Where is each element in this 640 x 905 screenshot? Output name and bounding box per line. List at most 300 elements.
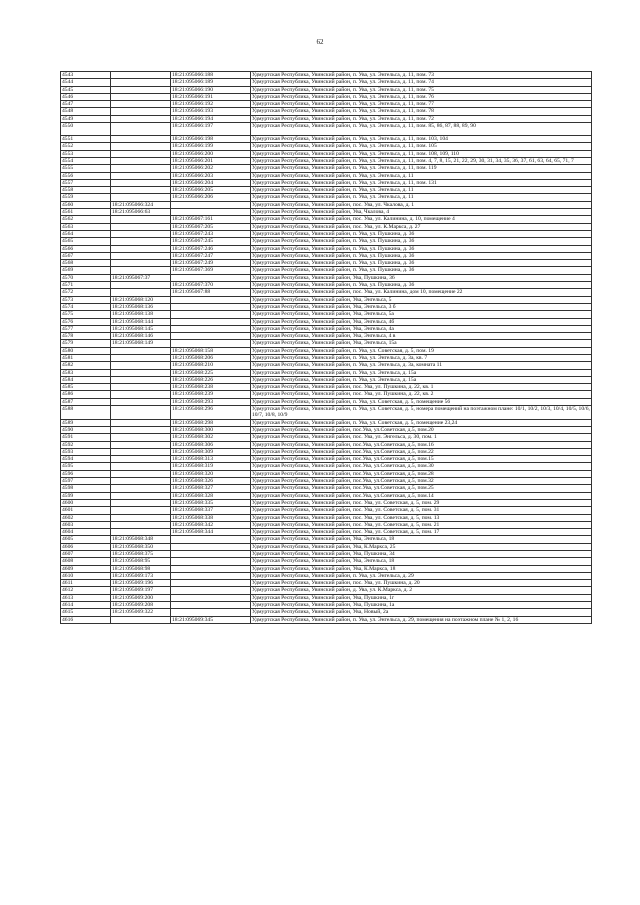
premises-cadastral-number-cell: 18:21:095066:204 [171,179,251,186]
premises-cadastral-number-cell: 18:21:095066:203 [171,172,251,179]
row-number-cell: 4567 [61,252,111,259]
parcel-cadastral-number-cell: 18:21:095069:322 [111,609,171,616]
parcel-cadastral-number-cell [111,179,171,186]
parcel-cadastral-number-cell [111,86,171,93]
table-row [61,441,592,448]
table-row [61,354,592,361]
table-row [61,223,592,230]
premises-cadastral-number-cell: 18:21:095068:320 [171,470,251,477]
parcel-cadastral-number-cell [111,238,171,245]
parcel-cadastral-number-cell [111,267,171,274]
premises-cadastral-number-cell: 18:21:095068:319 [171,463,251,470]
parcel-cadastral-number-cell [111,406,171,420]
premises-cadastral-number-cell [171,572,251,579]
row-number-cell: 4559 [61,194,111,201]
address-cell: Удмуртская Республика, Увинский район, Ува, Энгельса, 18 [251,558,592,565]
address-cell: Удмуртская Республика, Увинский район, пос.Ува, ул.Советская, д.5, пом.20 [251,426,592,433]
row-number-cell: 4602 [61,514,111,521]
address-cell: Удмуртская Республика, Увинский район, п. Ува, ул. Энгельса, д. 11, пом. 4, 7, 8, 15, 21, 22, 29, 30, 31, 34, 35, 36, 37, 61, 63, 64, 65, 71, 7 [251,157,592,164]
premises-cadastral-number-cell [171,551,251,558]
address-cell: Удмуртская Республика, Увинский район, Ува, Энгельса, 5а [251,311,592,318]
parcel-cadastral-number-cell [111,426,171,433]
row-number-cell: 4591 [61,434,111,441]
table-row [61,165,592,172]
address-cell: Удмуртская Республика, Увинский район, п. Ува, ул. Пушкина, д. 36 [251,260,592,267]
row-number-cell: 4584 [61,376,111,383]
address-cell: Удмуртская Республика, Увинский район, п. Ува, ул. Пушкина, д. 36 [251,282,592,289]
address-cell: Удмуртская Республика, Увинский район, п. Ува, ул. Пушкина, д. 36 [251,245,592,252]
premises-cadastral-number-cell: 18:21:095068:306 [171,441,251,448]
parcel-cadastral-number-cell [111,456,171,463]
parcel-cadastral-number-cell [111,384,171,391]
table-row [61,362,592,369]
parcel-cadastral-number-cell: 18:21:095066:63 [111,209,171,216]
row-number-cell: 4587 [61,398,111,405]
table-row [61,558,592,565]
parcel-cadastral-number-cell: 18:21:095066:324 [111,201,171,208]
row-number-cell: 4572 [61,289,111,296]
row-number-cell: 4615 [61,609,111,616]
parcel-cadastral-number-cell: 18:21:095068:348 [111,536,171,543]
row-number-cell: 4583 [61,369,111,376]
address-cell: Удмуртская Республика, Увинский район, п. Ува, ул. Энгельса, д. 11, пом. 72 [251,115,592,122]
address-cell: Удмуртская Республика, Увинский район, пос. Ува, ул. К.Маркса, д. 27 [251,223,592,230]
row-number-cell: 4606 [61,543,111,550]
address-cell: Удмуртская Республика, Увинский район, п. Ува, ул. Энгельса, д. 15а [251,376,592,383]
table-row [61,470,592,477]
table-row [61,347,592,354]
premises-cadastral-number-cell: 18:21:095068:210 [171,362,251,369]
parcel-cadastral-number-cell [111,123,171,136]
parcel-cadastral-number-cell [111,245,171,252]
address-cell: Удмуртская Республика, Увинский район, Ува, Энгельса, 18 [251,536,592,543]
table-row [61,565,592,572]
row-number-cell: 4545 [61,86,111,93]
table-row [61,369,592,376]
table-row [61,391,592,398]
row-number-cell: 4574 [61,303,111,310]
table-row [61,499,592,506]
row-number-cell: 4593 [61,448,111,455]
address-cell: Удмуртская Республика, Увинский район, п. Ува, ул. Энгельса, д. 15а [251,369,592,376]
address-cell: Удмуртская Республика, Увинский район, Ува, Пушкина, 36 [251,274,592,281]
table-row [61,72,592,79]
table-row [61,492,592,499]
table-row [61,216,592,223]
row-number-cell: 4577 [61,325,111,332]
row-number-cell: 4564 [61,230,111,237]
row-number-cell: 4544 [61,79,111,86]
address-cell: Удмуртская Республика, Увинский район, п. Ува, ул. Энгельса, д. 3а, комната 11 [251,362,592,369]
premises-cadastral-number-cell: 18:21:095066:191 [171,93,251,100]
address-cell: Удмуртская Республика, Увинский район, п. Ува, ул. Энгельса, д. 29, помещения на поэтажном плане № 1, 2, 16 [251,616,592,623]
address-cell: Удмуртская Республика, Увинский район, п. Ува, ул. Энгельса, д. 11, пом. 74 [251,79,592,86]
table-row [61,485,592,492]
address-cell: Удмуртская Республика, Увинский район, Ува, Пушкина, 1г [251,594,592,601]
row-number-cell: 4571 [61,282,111,289]
address-cell: Удмуртская Республика, Увинский район, п. Ува, ул. Советская, д. 5, пом. 19 [251,347,592,354]
parcel-cadastral-number-cell [111,223,171,230]
premises-cadastral-number-cell: 18:21:095067:245 [171,238,251,245]
parcel-cadastral-number-cell [111,398,171,405]
row-number-cell: 4580 [61,347,111,354]
table-row [61,296,592,303]
parcel-cadastral-number-cell: 18:21:095068:138 [111,311,171,318]
premises-cadastral-number-cell [171,333,251,340]
premises-cadastral-number-cell: 18:21:095068:327 [171,485,251,492]
premises-cadastral-number-cell: 18:21:095066:194 [171,115,251,122]
row-number-cell: 4548 [61,108,111,115]
premises-cadastral-number-cell: 18:21:095068:342 [171,521,251,528]
row-number-cell: 4600 [61,499,111,506]
address-cell: Удмуртская Республика, Увинский район, пос. Ува, ул. Калинина, д. 10, помещение 4 [251,216,592,223]
table-row [61,187,592,194]
address-cell: Удмуртская Республика, Увинский район, Ува, Чкалова, 4 [251,209,592,216]
parcel-cadastral-number-cell [111,492,171,499]
row-number-cell: 4601 [61,507,111,514]
address-cell: Удмуртская Республика, Увинский район, Ува, Энгельса, 15а [251,340,592,347]
parcel-cadastral-number-cell: 18:21:095067:37 [111,274,171,281]
address-cell: Удмуртская Республика, Увинский район, пос.Ува, ул.Советская, д.5, пом.32 [251,478,592,485]
premises-cadastral-number-cell [171,609,251,616]
row-number-cell: 4555 [61,165,111,172]
table-row [61,340,592,347]
premises-cadastral-number-cell: 18:21:095067:249 [171,260,251,267]
parcel-cadastral-number-cell [111,485,171,492]
row-number-cell: 4595 [61,463,111,470]
parcel-cadastral-number-cell [111,289,171,296]
row-number-cell: 4549 [61,115,111,122]
table-row [61,384,592,391]
table-row [61,238,592,245]
address-cell: Удмуртская Республика, Увинский район, пос. Ува, ул. Калинина, дом 10, помещение 22 [251,289,592,296]
parcel-cadastral-number-cell: 18:21:095068:375 [111,551,171,558]
premises-cadastral-number-cell: 18:21:095068:309 [171,448,251,455]
premises-cadastral-number-cell [171,602,251,609]
parcel-cadastral-number-cell [111,529,171,536]
premises-cadastral-number-cell: 18:21:095068:300 [171,426,251,433]
parcel-cadastral-number-cell [111,108,171,115]
address-cell: Удмуртская Республика, Увинский район, п. Ува, ул. Пушкина, д. 36 [251,252,592,259]
parcel-cadastral-number-cell [111,347,171,354]
premises-cadastral-number-cell [171,274,251,281]
address-cell: Удмуртская Республика, Увинский район, пос.Ува, ул.Советская, д.5, пом.14 [251,492,592,499]
registry-rows [61,72,592,624]
address-cell: Удмуртская Республика, Увинский район, п. Ува, ул. Энгельса, д. 11 [251,172,592,179]
table-row [61,507,592,514]
address-cell: Удмуртская Республика, Увинский район, Ува, Пушкина, 34 [251,551,592,558]
premises-cadastral-number-cell [171,209,251,216]
row-number-cell: 4570 [61,274,111,281]
premises-cadastral-number-cell [171,536,251,543]
premises-cadastral-number-cell: 18:21:095067:247 [171,252,251,259]
row-number-cell: 4604 [61,529,111,536]
row-number-cell: 4586 [61,391,111,398]
address-cell: Удмуртская Республика, Увинский район, пос. Ува, ул. Советская, д. 5, пом. 29 [251,499,592,506]
row-number-cell: 4565 [61,238,111,245]
parcel-cadastral-number-cell: 18:21:095068:146 [111,333,171,340]
table-row [61,594,592,601]
premises-cadastral-number-cell: 18:21:095068:326 [171,478,251,485]
table-row [61,252,592,259]
premises-cadastral-number-cell: 18:21:095068:344 [171,529,251,536]
address-cell: Удмуртская Республика, Увинский район, Ува, К.Маркса, 25 [251,543,592,550]
address-cell: Удмуртская Республика, Увинский район, Ува, К.Маркса, 18 [251,565,592,572]
row-number-cell: 4613 [61,594,111,601]
parcel-cadastral-number-cell: 18:21:095068:144 [111,318,171,325]
parcel-cadastral-number-cell [111,194,171,201]
address-cell: Удмуртская Республика, Увинский район, п. Ува, ул. Советская, д. 5, номера помещений на поэтажном плане: 10/1, 10/2, 10/3, 10/4, 10/5, 10/6, 10/7, 10/8, 10/9 [252,406,590,419]
address-cell: Удмуртская Республика, Увинский район, п. Ува, ул. Пушкина, д. 36 [251,230,592,237]
address-cell: Удмуртская Республика, Увинский район, п. Ува, ул. Энгельса, д. 11, пом. 73 [251,72,592,79]
premises-cadastral-number-cell: 18:21:095067:88 [171,289,251,296]
parcel-cadastral-number-cell: 18:21:095068:136 [111,303,171,310]
premises-cadastral-number-cell [171,340,251,347]
address-cell: Удмуртская Республика, Увинский район, п. Ува, ул. Энгельса, д. 11, пом. 119 [251,165,592,172]
parcel-cadastral-number-cell [111,354,171,361]
parcel-cadastral-number-cell [111,507,171,514]
premises-cadastral-number-cell: 18:21:095068:158 [171,347,251,354]
address-cell: Удмуртская Республика, Увинский район, п. Ува, ул. Энгельса, д. 11, пом. 108, 109, 110 [251,150,592,157]
parcel-cadastral-number-cell: 18:21:095068:149 [111,340,171,347]
row-number-cell: 4560 [61,201,111,208]
table-row [61,136,592,143]
premises-cadastral-number-cell: 18:21:095067:161 [171,216,251,223]
address-cell: Удмуртская Республика, Увинский район, Ува, Новый, 2а [251,609,592,616]
parcel-cadastral-number-cell [111,101,171,108]
row-number-cell: 4551 [61,136,111,143]
row-number-cell: 4557 [61,179,111,186]
address-cell: Удмуртская Республика, Увинский район, Ува, Энгельса, 4а [251,325,592,332]
table-row [61,230,592,237]
premises-cadastral-number-cell [171,543,251,550]
premises-cadastral-number-cell: 18:21:095066:206 [171,194,251,201]
table-row [61,274,592,281]
address-cell: Удмуртская Республика, Увинский район, пос.Ува, ул.Советская, д.5, пом.30 [251,463,592,470]
premises-cadastral-number-cell [171,565,251,572]
table-row [61,551,592,558]
premises-cadastral-number-cell: 18:21:095066:193 [171,108,251,115]
premises-cadastral-number-cell: 18:21:095068:296 [171,406,251,420]
premises-cadastral-number-cell [171,594,251,601]
parcel-cadastral-number-cell [111,260,171,267]
premises-cadastral-number-cell: 18:21:095068:337 [171,507,251,514]
parcel-cadastral-number-cell [111,463,171,470]
table-row [61,521,592,528]
parcel-cadastral-number-cell [111,143,171,150]
parcel-cadastral-number-cell [111,470,171,477]
premises-cadastral-number-cell: 18:21:095067:243 [171,230,251,237]
premises-cadastral-number-cell [171,558,251,565]
premises-cadastral-number-cell: 18:21:095069:345 [171,616,251,623]
row-number-cell: 4561 [61,209,111,216]
address-cell: Удмуртская Республика, Увинский район, пос. Ува, ул. Советская, д. 5, пом. 31 [251,507,592,514]
address-cell: Удмуртская Республика, Увинский район, пос.Ува, ул.Советская, д.5, пом.28 [251,470,592,477]
row-number-cell: 4553 [61,150,111,157]
table-row [61,143,592,150]
premises-cadastral-number-cell: 18:21:095068:238 [171,384,251,391]
premises-cadastral-number-cell: 18:21:095067:370 [171,282,251,289]
row-number-cell: 4568 [61,260,111,267]
premises-cadastral-number-cell: 18:21:095068:328 [171,492,251,499]
premises-cadastral-number-cell: 18:21:095066:199 [171,143,251,150]
premises-cadastral-number-cell: 18:21:095068:335 [171,499,251,506]
parcel-cadastral-number-cell [111,376,171,383]
premises-cadastral-number-cell: 18:21:095066:200 [171,150,251,157]
address-cell: Удмуртская Республика, Увинский район, п. Ува, ул. Энгельса, д. 11, пом. 131 [251,179,592,186]
table-row [61,587,592,594]
parcel-cadastral-number-cell [111,419,171,426]
table-row [61,325,592,332]
premises-cadastral-number-cell: 18:21:095066:201 [171,157,251,164]
table-row [61,318,592,325]
parcel-cadastral-number-cell [111,187,171,194]
address-cell: Удмуртская Республика, Увинский район, п. Ува, ул. Советская, д. 5, помещение 56 [251,398,592,405]
row-number-cell: 4594 [61,456,111,463]
parcel-cadastral-number-cell [111,369,171,376]
address-cell: Удмуртская Республика, Увинский район, пос. Ува, ул. Советская, д. 5, пом. 17 [251,529,592,536]
address-cell: Удмуртская Республика, Увинский район, пос.Ува, ул.Советская, д.5, пом.16 [251,441,592,448]
premises-cadastral-number-cell: 18:21:095068:225 [171,369,251,376]
row-number-cell: 4605 [61,536,111,543]
table-row [61,406,592,420]
address-cell: Удмуртская Республика, Увинский район, п. Ува, ул. Энгельса, д. 11, пом. 78 [251,108,592,115]
row-number-cell: 4552 [61,143,111,150]
row-number-cell: 4616 [61,616,111,623]
table-row [61,194,592,201]
premises-cadastral-number-cell [171,580,251,587]
address-cell: Удмуртская Республика, Увинский район, п. Ува, ул. Энгельса, д. 11, пом. 75 [251,86,592,93]
table-row [61,426,592,433]
address-cell: Удмуртская Республика, Увинский район, п. Ува, ул. Пушкина, д. 36 [251,267,592,274]
premises-cadastral-number-cell: 18:21:095068:302 [171,434,251,441]
row-number-cell: 4556 [61,172,111,179]
address-cell: Удмуртская Республика, Увинский район, пос. Ува, ул. Чкалова, д. 1 [251,201,592,208]
row-number-cell: 4547 [61,101,111,108]
address-cell: Удмуртская Республика, Увинский район, пос.Ува, ул.Советская, д.5, пом.25 [251,485,592,492]
premises-cadastral-number-cell [171,325,251,332]
parcel-cadastral-number-cell [111,362,171,369]
address-cell: Удмуртская Республика, Увинский район, пос. Ува, ул. Пушкина, д. 22, кв. 1 [251,384,592,391]
parcel-cadastral-number-cell [111,391,171,398]
row-number-cell: 4607 [61,551,111,558]
address-cell: Удмуртская Республика, Увинский район, Ува, Энгельса, 5 [251,296,592,303]
premises-cadastral-number-cell: 18:21:095066:205 [171,187,251,194]
address-cell: Удмуртская Республика, Увинский район, пос. Ува, ул. Советская, д. 5, пом. 21 [251,521,592,528]
parcel-cadastral-number-cell [111,216,171,223]
row-number-cell: 4589 [61,419,111,426]
row-number-cell: 4576 [61,318,111,325]
premises-cadastral-number-cell: 18:21:095068:226 [171,376,251,383]
parcel-cadastral-number-cell [111,252,171,259]
row-number-cell: 4566 [61,245,111,252]
row-number-cell: 4569 [61,267,111,274]
table-row [61,311,592,318]
row-number-cell: 4579 [61,340,111,347]
table-row [61,179,592,186]
table-row [61,115,592,122]
table-row [61,86,592,93]
table-row [61,282,592,289]
table-row [61,172,592,179]
parcel-cadastral-number-cell [111,157,171,164]
parcel-cadastral-number-cell: 18:21:095069:208 [111,602,171,609]
table-row [61,303,592,310]
premises-cadastral-number-cell: 18:21:095066:190 [171,86,251,93]
row-number-cell: 4611 [61,580,111,587]
address-cell: Удмуртская Республика, Увинский район, Ува, Пушкина, 1а [251,602,592,609]
row-number-cell: 4610 [61,572,111,579]
table-row [61,108,592,115]
parcel-cadastral-number-cell [111,79,171,86]
row-number-cell: 4603 [61,521,111,528]
row-number-cell: 4609 [61,565,111,572]
parcel-cadastral-number-cell [111,282,171,289]
row-number-cell: 4558 [61,187,111,194]
table-row [61,434,592,441]
parcel-cadastral-number-cell [111,478,171,485]
table-row [61,376,592,383]
address-cell: Удмуртская Республика, Увинский район, пос.Ува, ул.Советская, д.5, пом.15 [251,456,592,463]
parcel-cadastral-number-cell [111,441,171,448]
premises-cadastral-number-cell: 18:21:095068:206 [171,354,251,361]
parcel-cadastral-number-cell: 18:21:095068:120 [111,296,171,303]
row-number-cell: 4599 [61,492,111,499]
table-row [61,478,592,485]
table-row [61,101,592,108]
address-cell: Удмуртская Республика, Увинский район, д. Ува, ул. К.Маркса, д. 2 [251,587,592,594]
table-row [61,267,592,274]
parcel-cadastral-number-cell [111,172,171,179]
parcel-cadastral-number-cell [111,136,171,143]
table-row [61,93,592,100]
table-row [61,543,592,550]
table-row [61,514,592,521]
table-row [61,572,592,579]
parcel-cadastral-number-cell [111,230,171,237]
row-number-cell: 4588 [61,406,111,420]
table-row [61,456,592,463]
table-row [61,529,592,536]
table-row [61,463,592,470]
premises-cadastral-number-cell: 18:21:095066:202 [171,165,251,172]
row-number-cell: 4575 [61,311,111,318]
parcel-cadastral-number-cell: 18:21:095069:197 [111,587,171,594]
table-row [61,419,592,426]
parcel-cadastral-number-cell: 18:21:095068:95 [111,558,171,565]
parcel-cadastral-number-cell [111,448,171,455]
row-number-cell: 4543 [61,72,111,79]
premises-cadastral-number-cell [171,303,251,310]
premises-cadastral-number-cell [171,311,251,318]
parcel-cadastral-number-cell [111,72,171,79]
premises-cadastral-number-cell: 18:21:095066:198 [171,136,251,143]
premises-cadastral-number-cell: 18:21:095066:189 [171,79,251,86]
table-row [61,150,592,157]
address-cell: Удмуртская Республика, Увинский район, Ува, Энгельса, 3 б [251,303,592,310]
address-cell: Удмуртская Республика, Увинский район, п. Ува, ул. Пушкина, д. 36 [251,238,592,245]
premises-cadastral-number-cell: 18:21:095068:239 [171,391,251,398]
premises-cadastral-number-cell: 18:21:095067:246 [171,245,251,252]
parcel-cadastral-number-cell: 18:21:095069:173 [111,572,171,579]
premises-cadastral-number-cell [171,318,251,325]
parcel-cadastral-number-cell [111,521,171,528]
address-cell: Удмуртская Республика, Увинский район, п. Ува, ул. Энгельса, д. 11, пом. 77 [251,101,592,108]
table-row [61,289,592,296]
row-number-cell: 4581 [61,354,111,361]
row-number-cell: 4608 [61,558,111,565]
address-cell: Удмуртская Республика, Увинский район, п. Ува, ул. Энгельса, д. 3а, кв. 7 [251,354,592,361]
